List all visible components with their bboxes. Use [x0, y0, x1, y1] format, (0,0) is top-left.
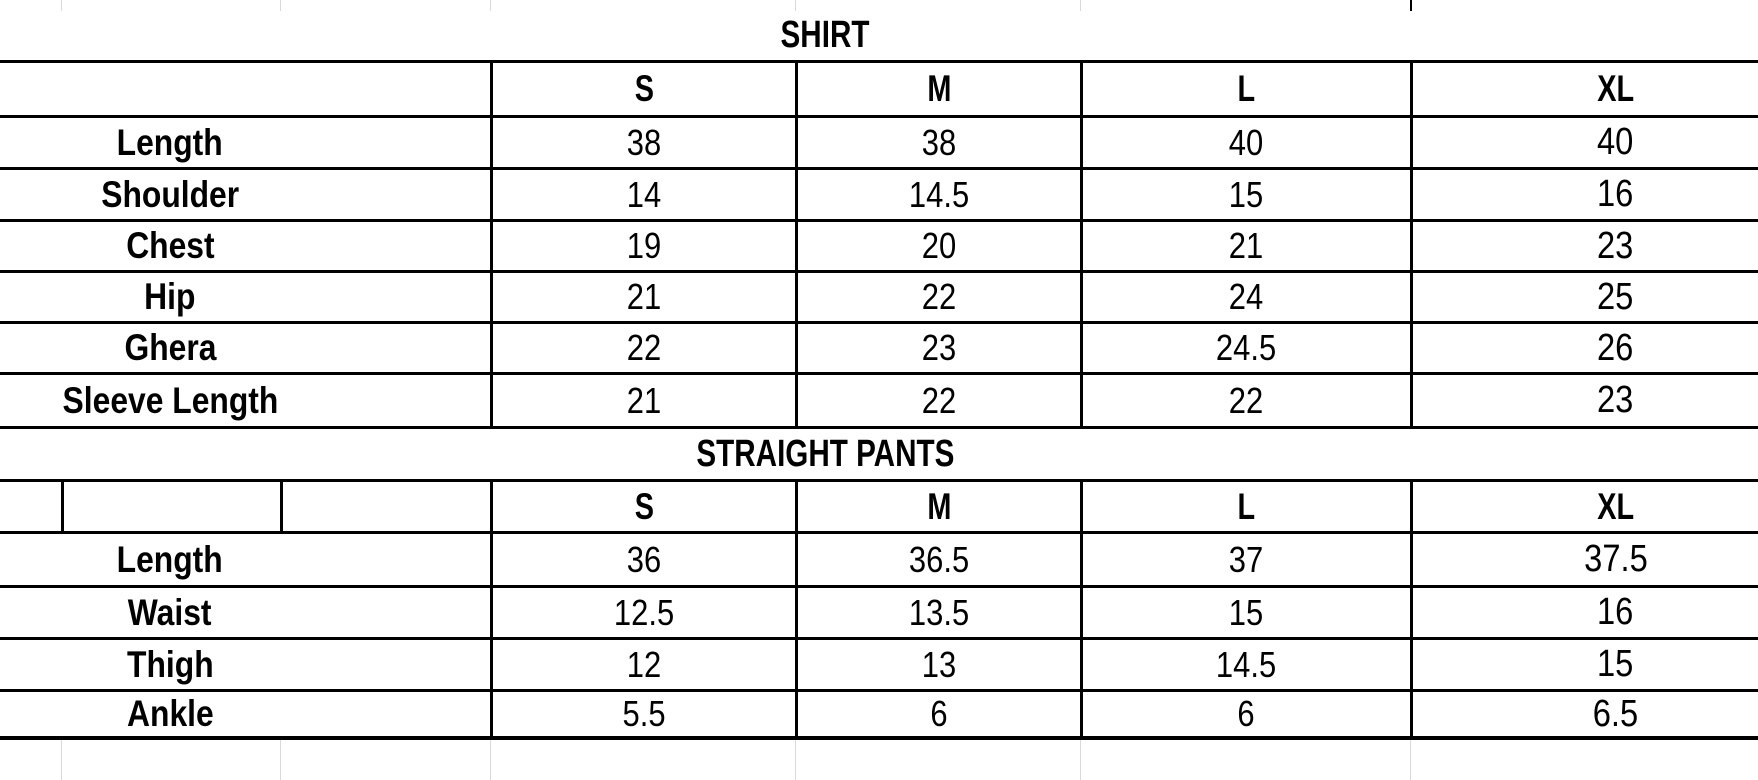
value-cell[interactable]: 13 [795, 640, 1080, 689]
value-cell[interactable]: 21 [490, 375, 795, 426]
spreadsheet-partial-row-top [0, 0, 1758, 11]
value-cell[interactable]: 37.5 [1410, 534, 1758, 585]
row-label-cell[interactable]: Length [116, 121, 224, 163]
pants-title: STRAIGHT PANTS [696, 432, 954, 475]
value-cell[interactable]: 22 [795, 273, 1080, 321]
pants-size-header-xl[interactable]: XL [1410, 482, 1758, 531]
table-row-shirt-shoulder [0, 170, 1758, 222]
spreadsheet-gridline [1080, 0, 1081, 11]
value-cell[interactable]: 21 [1080, 222, 1410, 270]
table-row-pants-thigh [0, 640, 1758, 692]
value-cell[interactable]: 13.5 [795, 588, 1080, 637]
row-label-cell[interactable]: Sleeve Length [62, 379, 278, 421]
pants-header-subcell-c[interactable] [280, 482, 490, 531]
shirt-header-empty-cell[interactable] [0, 63, 490, 115]
shirt-size-header-l[interactable]: L [1080, 63, 1410, 115]
pants-title-row [0, 429, 1758, 482]
pants-size-header-m[interactable]: M [795, 482, 1080, 531]
shirt-size-header-m[interactable]: M [795, 63, 1080, 115]
value-cell[interactable]: 19 [490, 222, 795, 270]
value-cell[interactable]: 14 [490, 170, 795, 219]
value-cell[interactable]: 6 [795, 692, 1080, 736]
value-cell[interactable]: 36.5 [795, 534, 1080, 585]
pants-size-header-s[interactable]: S [490, 482, 795, 531]
value-cell[interactable]: 25 [1410, 273, 1758, 321]
spreadsheet-gridline [795, 740, 796, 780]
table-row-shirt-chest [0, 222, 1758, 273]
shirt-title-row [0, 11, 1758, 63]
value-cell[interactable]: 22 [1080, 375, 1410, 426]
value-cell[interactable]: 23 [1410, 222, 1758, 270]
value-cell[interactable]: 12 [490, 640, 795, 689]
shirt-size-header-row [0, 63, 1758, 118]
value-cell[interactable]: 15 [1080, 588, 1410, 637]
spreadsheet-gridline [280, 0, 281, 11]
value-cell[interactable]: 12.5 [490, 588, 795, 637]
shirt-size-header-xl[interactable]: XL [1410, 63, 1758, 115]
value-cell[interactable]: 40 [1080, 118, 1410, 167]
value-cell[interactable]: 14.5 [795, 170, 1080, 219]
value-cell[interactable]: 14.5 [1080, 640, 1410, 689]
spreadsheet-gridline [490, 740, 491, 780]
shirt-title: SHIRT [780, 14, 870, 56]
value-cell[interactable]: 21 [490, 273, 795, 321]
value-cell[interactable]: 23 [1410, 375, 1758, 426]
row-label-cell[interactable]: Chest [125, 225, 215, 266]
row-label-cell[interactable]: Shoulder [101, 173, 239, 215]
value-cell[interactable]: 5.5 [490, 692, 795, 736]
spreadsheet-gridline [1080, 740, 1081, 780]
row-label-cell[interactable]: Ankle [126, 693, 214, 734]
pants-size-header-l[interactable]: L [1080, 482, 1410, 531]
value-cell[interactable]: 38 [490, 118, 795, 167]
pants-size-header-row [0, 482, 1758, 534]
spreadsheet-gridline [61, 740, 62, 780]
row-label-cell[interactable]: Ghera [124, 327, 216, 368]
value-cell[interactable]: 15 [1080, 170, 1410, 219]
table-row-shirt-sleeve-length [0, 375, 1758, 429]
value-cell[interactable]: 38 [795, 118, 1080, 167]
table-row-pants-length [0, 534, 1758, 588]
value-cell[interactable]: 24.5 [1080, 324, 1410, 372]
table-row-shirt-length [0, 118, 1758, 170]
cell-border-line [1410, 0, 1412, 11]
table-row-shirt-hip [0, 273, 1758, 324]
table-row-shirt-ghera [0, 324, 1758, 375]
value-cell[interactable]: 22 [490, 324, 795, 372]
value-cell[interactable]: 26 [1410, 324, 1758, 372]
value-cell[interactable]: 23 [795, 324, 1080, 372]
spreadsheet-gridline [795, 0, 796, 11]
table-row-pants-waist [0, 588, 1758, 640]
value-cell[interactable]: 16 [1410, 588, 1758, 637]
value-cell[interactable]: 6.5 [1410, 692, 1758, 736]
spreadsheet-gridline [1410, 740, 1411, 780]
row-label-cell[interactable]: Thigh [126, 643, 214, 685]
value-cell[interactable]: 36 [490, 534, 795, 585]
spreadsheet-partial-row-bottom [0, 740, 1758, 780]
table-row-pants-ankle [0, 692, 1758, 740]
shirt-size-header-s[interactable]: S [490, 63, 795, 115]
value-cell[interactable]: 20 [795, 222, 1080, 270]
value-cell[interactable]: 6 [1080, 692, 1410, 736]
value-cell[interactable]: 40 [1410, 118, 1758, 167]
row-label-cell[interactable]: Length [116, 538, 224, 580]
spreadsheet-gridline [61, 0, 62, 11]
value-cell[interactable]: 37 [1080, 534, 1410, 585]
row-label-cell[interactable]: Hip [144, 276, 196, 317]
pants-header-subcell-b[interactable] [61, 482, 280, 531]
value-cell[interactable]: 24 [1080, 273, 1410, 321]
row-label-cell[interactable]: Waist [128, 591, 212, 633]
value-cell[interactable]: 15 [1410, 640, 1758, 689]
spreadsheet-gridline [490, 0, 491, 11]
spreadsheet-gridline [280, 740, 281, 780]
pants-header-subcell-a[interactable] [0, 482, 61, 531]
value-cell[interactable]: 22 [795, 375, 1080, 426]
value-cell[interactable]: 16 [1410, 170, 1758, 219]
